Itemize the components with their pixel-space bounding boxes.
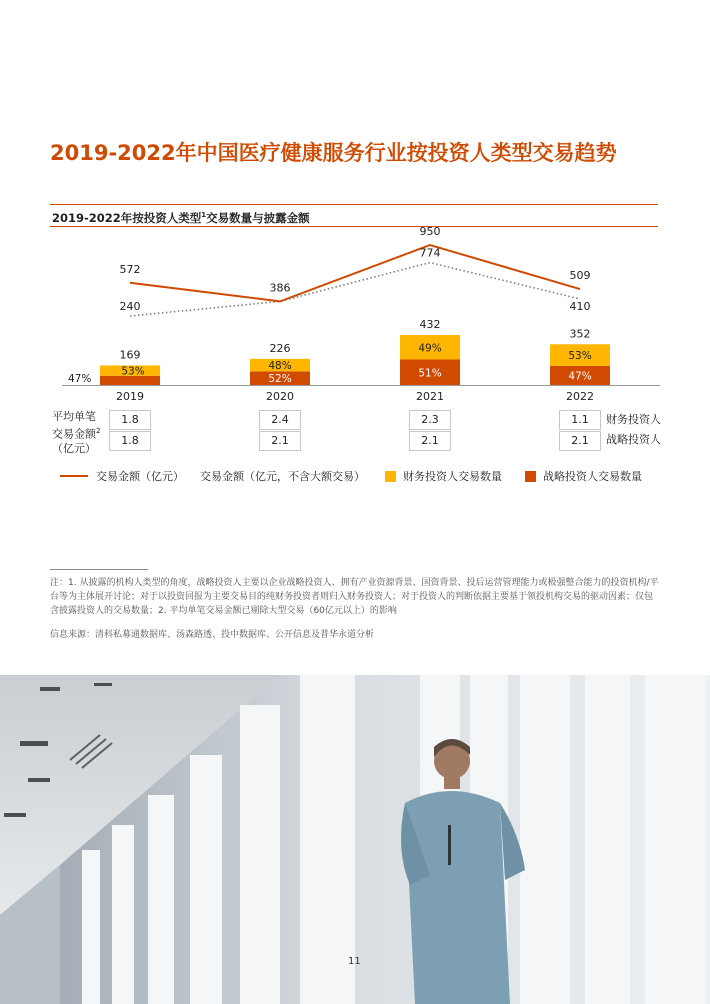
financial-share-label-2019: 53%	[121, 365, 145, 378]
amount-label-2020: 386	[269, 281, 291, 295]
x-tick-2019: 2019	[116, 390, 144, 403]
page-title: 2019-2022年中国医疗健康服务行业按投资人类型交易趋势	[50, 141, 617, 165]
legend-strategic-swatch	[525, 471, 536, 482]
legend-line-swatch	[60, 475, 88, 477]
total-label-2020: 226	[269, 341, 291, 355]
x-tick-2022: 2022	[566, 390, 594, 403]
avg-strategic-2020: 2.1	[259, 431, 301, 451]
financial-share-label-2021: 49%	[418, 342, 442, 355]
avg-strategic-2019: 1.8	[109, 431, 151, 451]
avg-financial-2019: 1.8	[109, 410, 151, 430]
strategic-share-label-2019: 47%	[68, 373, 92, 385]
strategic-share-label-2021: 51%	[418, 367, 442, 380]
x-tick-2020: 2020	[266, 390, 294, 403]
avg-financial-2021: 2.3	[409, 410, 451, 430]
chart-legend	[60, 468, 670, 486]
amount-excl-label-2022: 410	[569, 300, 591, 313]
line-amount-excl	[130, 263, 580, 316]
avg-strategic-2022: 2.1	[559, 431, 601, 451]
row-label-strategic: 战略投资人	[606, 433, 661, 446]
total-label-2022: 352	[569, 327, 591, 341]
source-note: 信息来源：清科私募通数据库、汤森路透、投中数据库、公开信息及普华永道分析	[50, 630, 375, 640]
legend-amount: 交易金额（亿元）	[60, 468, 184, 484]
line-amount	[130, 245, 580, 301]
avg-financial-2022: 1.1	[559, 410, 601, 430]
legend-strategic: 战略投资人交易数量	[525, 468, 642, 484]
amount-label-2022: 509	[569, 269, 591, 283]
amount-excl-label-2021: 774	[419, 246, 441, 260]
footnote-rule	[50, 569, 148, 570]
avg-strategic-2021: 2.1	[409, 431, 451, 451]
chart-plot	[0, 0, 710, 410]
total-label-2021: 432	[419, 318, 441, 331]
footnote: 注：1. 从披露的机构人类型的角度，战略投资人主要以企业战略投资人、拥有产业资源背景、国资背景、投后运营管理能力或极强整合能力的投资机构/平台等为主体展开讨论；对于以投资回报为主要交易目的纯财务投资者则归入财务投资人；对于投资人的判断依据主要基于领投机构交易的驱动因素；仅包含披露投资人的交易数量；2. 平均单笔交易金额已剔除大型交易（60亿元以上）的影响	[50, 578, 659, 616]
strategic-share-label-2022: 47%	[568, 370, 592, 383]
financial-share-label-2022: 53%	[568, 350, 592, 363]
legend-amount-excl: 交易金额（亿元，不含大额交易）	[200, 470, 365, 483]
strategic-share-label-2020: 52%	[268, 373, 292, 386]
page-number: 11	[348, 956, 361, 967]
total-label-2019: 169	[119, 348, 141, 362]
financial-share-label-2020: 48%	[268, 360, 292, 373]
amount-label-2019: 572	[119, 262, 141, 276]
avg-financial-2020: 2.4	[259, 410, 301, 430]
x-tick-2021: 2021	[416, 390, 444, 403]
row-label-financial: 财务投资人	[606, 413, 661, 426]
amount-label-2021: 950	[419, 225, 441, 238]
hospital-corridor-photo	[0, 675, 710, 1004]
avg-amount-label: 平均单笔 交易金额$^2$ （亿元）	[52, 410, 101, 455]
legend-financial: 财务投资人交易数量	[385, 468, 502, 484]
legend-financial-swatch	[385, 471, 396, 482]
amount-excl-label-2019: 240	[119, 300, 141, 313]
chart-subtitle: 2019-2022年按投资人类型$^1$交易数量与披露金额	[52, 211, 310, 225]
